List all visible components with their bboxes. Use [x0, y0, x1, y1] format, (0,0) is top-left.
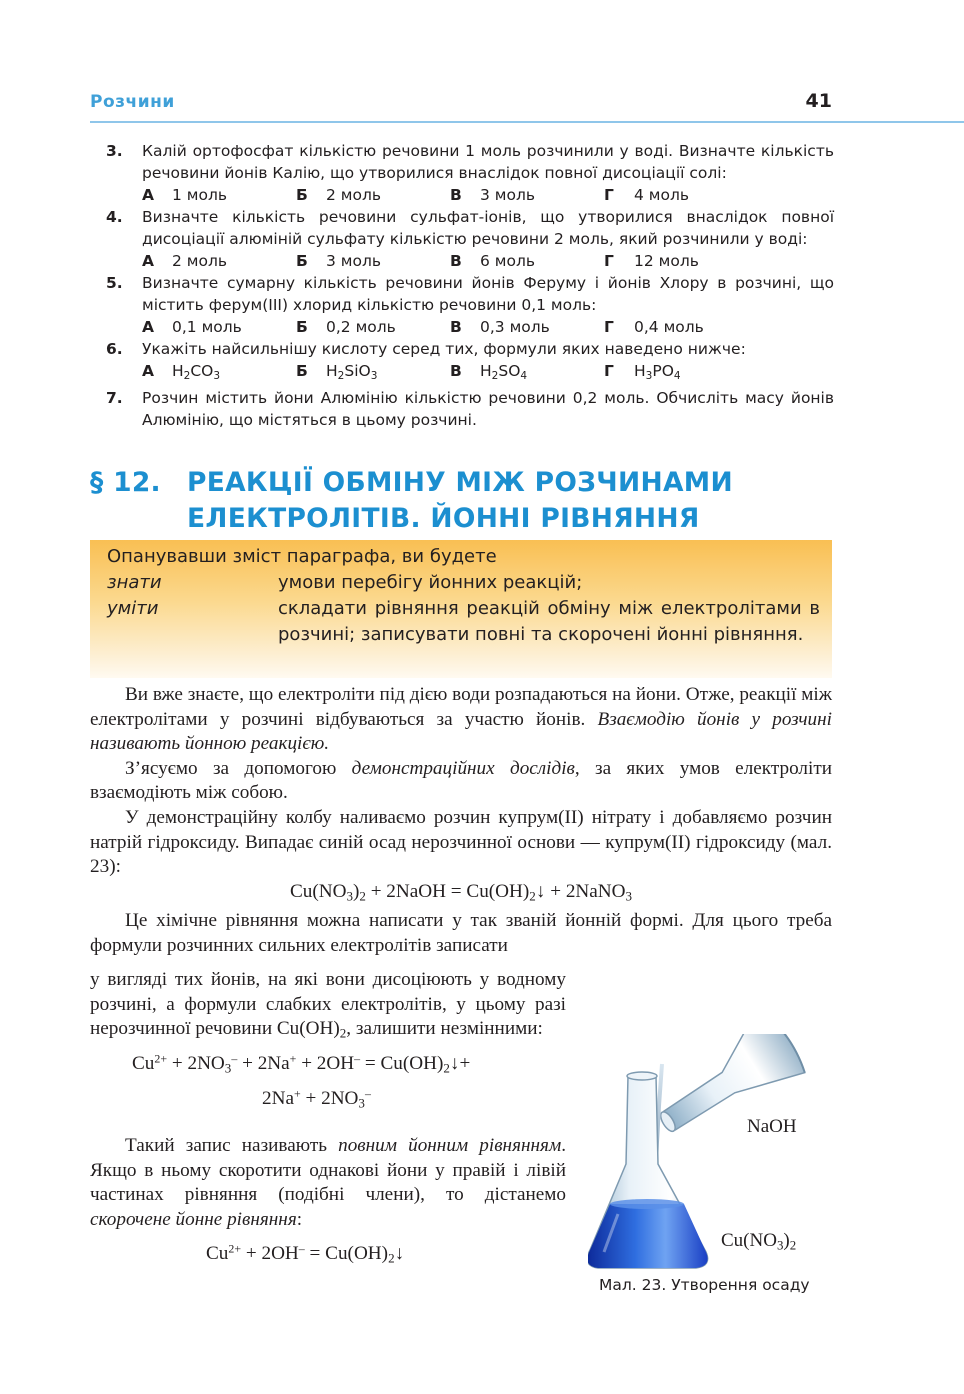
option: А 2 моль [142, 252, 228, 270]
objective-know-text: умови перебігу йонних реакцій; [278, 572, 583, 593]
header-divider [90, 121, 964, 123]
body-text [90, 683, 832, 958]
question-4 [106, 206, 834, 272]
option: Г 4 моль [604, 186, 690, 204]
option: А $H_2CO_3$ [142, 362, 221, 382]
question-list [106, 140, 834, 431]
paragraph: Це хімічне рівняння можна написати у так званій йонній формі. Для цього треба формули розчинних сильних електролітів записати [90, 909, 832, 956]
option: Б 2 моль [296, 186, 382, 204]
option: В 3 моль [450, 186, 536, 204]
figure-caption: Мал. 23. Утворення осаду [599, 1276, 810, 1294]
question-5 [106, 272, 834, 338]
answer-options [142, 360, 834, 387]
body-text-left-column [90, 968, 566, 1271]
question-number: 5. [106, 274, 123, 292]
equation-molecular: $Cu(NO_3)_2$ + 2NaOH = $Cu(OH)_2↓$ + 2NaNO$_3$ [289, 880, 633, 904]
question-text: Укажіть найсильнішу кислоту серед тих, формули яких наведено нижче: [142, 340, 746, 358]
question-text: Визначте кількість речовини сульфат-іонів, що утворилися внаслідок повної дисоціації алюміній сульфату кількістю речовини 2 моль, який розчинили у воді: [142, 208, 834, 248]
option: Г 0,4 моль [604, 318, 704, 336]
option: Г 12 моль [604, 252, 699, 270]
answer-options [142, 250, 834, 272]
objectives-box [90, 540, 832, 678]
option: Б 3 моль [296, 252, 382, 270]
paragraph: Ви вже знаєте, що електроліти під дією води розпадаються на йони. Отже, реакції між електролітами у розчині відбуваються за участю йонів. Взаємодію йонів у розчині називають йонною реакцією. [90, 684, 832, 755]
option: Б $H_2SiO_3$ [296, 362, 378, 382]
question-number: 6. [106, 340, 123, 358]
question-3 [106, 140, 834, 206]
question-text: Визначте сумарну кількість речовини йонів Феруму і йонів Хлору в розчині, що містить ферум(ІІІ) хлорид кількістю речовини 0,1 моль: [142, 274, 834, 314]
question-text: Розчин містить йони Алюмінію кількістю речовини 0,2 моль. Обчисліть масу йонів Алюмінію, що містяться в цьому розчині. [142, 388, 834, 429]
formula: $H_2CO_3$ [172, 362, 221, 382]
paragraph: Такий запис називають повним йонним рівнянням. Якщо в ньому скоротити однакові йони у правій і лівій частинах рівняння (подібні члени), то дістанемо скорочене йонне рівняння: [90, 1134, 566, 1230]
answer-options [142, 184, 834, 206]
objective-able-label: уміти [107, 598, 159, 619]
label-naoh: NaOH [747, 1116, 797, 1137]
paragraph: У демонстраційну колбу наливаємо розчин купрум(ІІ) нітрату і добавляємо розчин натрій гідроксиду. Випадає синій осад нерозчинної основи — купрум(ІІ) гідроксиду (мал. 23): [90, 806, 832, 878]
equation-short-ionic: $Cu^{2+} + 2OH^-$ = $Cu(OH)_2↓$ [206, 1241, 405, 1266]
objective-able-text: складати рівняння реакцій обміну між електролітами в розчині; записувати повні та скорочені йонні рівняння. [278, 598, 820, 645]
option: Б 0,2 моль [296, 318, 396, 336]
option: В 0,3 моль [450, 318, 550, 336]
objectives-lead: Опанувавши зміст параграфа, ви будете [107, 546, 497, 567]
formula: $H_3PO_4$ [634, 362, 681, 382]
answer-options [142, 316, 834, 338]
page-number: 41 [805, 90, 832, 112]
objective-know-label: знати [107, 572, 162, 593]
running-title: Розчини [90, 92, 175, 112]
question-7 [106, 387, 834, 431]
question-text: Калій ортофосфат кількістю речовини 1 моль розчинили у воді. Визначте кількість речовини йонів Калію, що утворилися внаслідок повної дисоціації солі: [142, 142, 834, 182]
option: В $H_2SO_4$ [450, 362, 528, 382]
paragraph: у вигляді тих йонів, на які вони дисоціюють у водному розчині, а формули слабких електролітів, у цьому разі нерозчинної речовини $Cu(OH)_2$, залишити незмінними: [90, 969, 566, 1041]
option: Г $H_3PO_4$ [604, 362, 681, 382]
section-title: РЕАКЦІЇ ОБМІНУ МІЖ РОЗЧИНАМИ ЕЛЕКТРОЛІТІВ. ЙОННІ РІВНЯННЯ [187, 467, 733, 534]
equation-full-ionic-line1: $Cu^{2+} + 2NO_3^- + 2Na^+ + 2OH^-$ = $Cu(OH)_2↓+$ [132, 1051, 471, 1076]
label-copper-nitrate: $Cu(NO_3)_2$ [721, 1230, 797, 1253]
option: В 6 моль [450, 252, 536, 270]
formula: $H_2SiO_3$ [326, 362, 378, 382]
formula: $H_2SO_4$ [480, 362, 528, 382]
equation-full-ionic-line2: $2Na^+ + 2NO_3^-$ [262, 1086, 371, 1111]
flask-illustration [588, 1034, 848, 1284]
running-header [90, 92, 832, 120]
question-number: 3. [106, 142, 123, 160]
question-number: 7. [106, 388, 123, 407]
question-number: 4. [106, 208, 123, 226]
section-number: § 12. [90, 467, 161, 498]
question-6 [106, 338, 834, 387]
option: А 0,1 моль [142, 318, 242, 336]
option: А 1 моль [142, 186, 228, 204]
definition: Взаємодію йонів у розчині називають йонною реакцією. [90, 708, 832, 755]
paragraph: З’ясуємо за допомогою демонстраційних дослідів, за яких умов електроліти взаємодіють між собою. [90, 757, 832, 804]
